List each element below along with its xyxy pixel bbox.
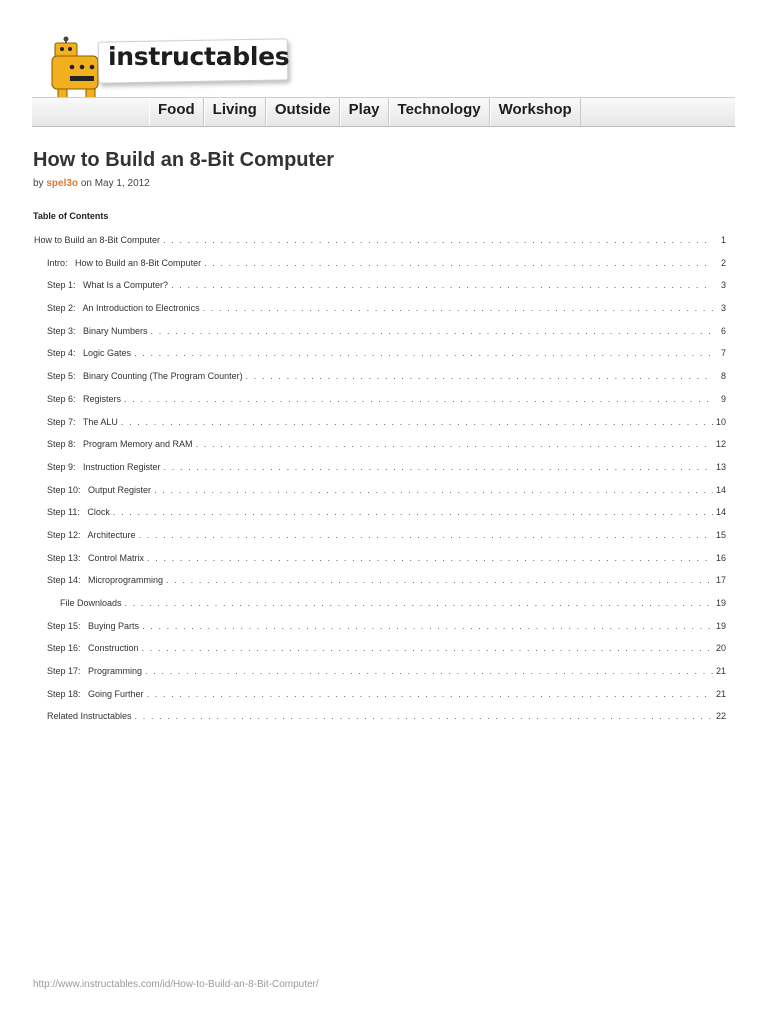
category-nav-list: [149, 98, 581, 126]
toc-entry-page: 21: [715, 688, 726, 699]
byline: [33, 178, 150, 189]
toc-entry[interactable]: [34, 439, 726, 462]
toc-entry-label: Step 4: Logic Gates: [47, 348, 132, 359]
toc-entry[interactable]: [34, 371, 726, 394]
toc-entry-page: 6: [720, 325, 726, 336]
toc-leader-dots: [134, 348, 713, 358]
toc-entry-page: 10: [715, 416, 726, 427]
toc-entry[interactable]: [34, 689, 726, 712]
toc-entry-page: 1: [720, 235, 726, 245]
nav-item-technology[interactable]: Technology: [389, 98, 490, 126]
toc-entry-label: Step 13: Control Matrix: [47, 552, 145, 563]
toc-leader-dots: [113, 507, 713, 517]
toc-entry-label: Step 8: Program Memory and RAM: [47, 439, 193, 450]
toc-leader-dots: [196, 439, 713, 449]
toc-entry-page: 3: [720, 303, 726, 314]
toc-leader-dots: [163, 235, 713, 245]
toc-leader-dots: [125, 598, 713, 608]
toc-entry[interactable]: [34, 553, 726, 576]
toc-entry[interactable]: [34, 462, 726, 485]
toc-entry-page: 15: [715, 529, 726, 540]
toc-entry-page: 2: [720, 257, 726, 268]
toc-entry-label: Step 16: Construction: [47, 643, 139, 654]
toc-entry-page: 17: [715, 575, 726, 586]
toc-entry[interactable]: [34, 235, 726, 258]
toc-entry-label: Step 11: Clock: [47, 507, 110, 518]
toc-entry[interactable]: [34, 280, 726, 303]
toc-entry[interactable]: [34, 575, 726, 598]
toc-entry-page: 3: [720, 280, 726, 291]
toc-entry-page: 12: [715, 439, 726, 450]
toc-entry[interactable]: [34, 530, 726, 553]
toc-leader-dots: [171, 280, 713, 290]
site-logo-text[interactable]: instructables: [108, 42, 290, 71]
toc-leader-dots: [246, 371, 713, 381]
footer-url[interactable]: http://www.instructables.com/id/How-to-Build-an-8-Bit-Computer/: [33, 979, 319, 990]
toc-entry-label: Step 1: What Is a Computer?: [47, 280, 169, 291]
toc-entry-page: 19: [715, 620, 726, 631]
toc-entry-page: 9: [720, 393, 726, 404]
toc-entry[interactable]: [34, 485, 726, 508]
toc-entry-page: 21: [715, 666, 726, 677]
toc-entry-label: Step 10: Output Register: [47, 484, 152, 495]
toc-leader-dots: [204, 258, 713, 268]
toc-entry-label: Step 12: Architecture: [47, 529, 136, 540]
toc-entry-label: Step 9: Instruction Register: [47, 461, 161, 472]
nav-item-play[interactable]: Play: [340, 98, 389, 126]
toc-leader-dots: [147, 689, 713, 699]
toc-entry-label: Step 5: Binary Counting (The Program Counter): [47, 371, 243, 382]
toc-entry-page: 14: [715, 507, 726, 518]
toc-entry[interactable]: [34, 348, 726, 371]
toc-entry-page: 16: [715, 552, 726, 563]
toc-entry[interactable]: [34, 417, 726, 440]
toc-leader-dots: [121, 417, 713, 427]
toc-leader-dots: [142, 621, 713, 631]
toc-entry-label: Step 3: Binary Numbers: [47, 325, 148, 336]
toc-leader-dots: [151, 326, 713, 336]
toc-entry[interactable]: [34, 326, 726, 349]
toc-leader-dots: [166, 575, 713, 585]
toc-entry-label: Step 2: An Introduction to Electronics: [47, 303, 200, 314]
toc-entry[interactable]: [34, 507, 726, 530]
toc-entry-page: 7: [720, 348, 726, 359]
toc-heading: Table of Contents: [33, 211, 109, 221]
nav-item-food[interactable]: Food: [149, 98, 204, 126]
toc-leader-dots: [135, 711, 713, 721]
toc-entry-label: File Downloads: [60, 598, 122, 608]
toc-leader-dots: [154, 485, 713, 495]
toc-entry-label: Step 7: The ALU: [47, 416, 118, 427]
toc-entry-label: Related Instructables: [47, 711, 132, 722]
toc-entry-label: Step 6: Registers: [47, 393, 122, 404]
toc-entry[interactable]: [34, 303, 726, 326]
toc-entry-label: Step 17: Programming: [47, 666, 143, 677]
category-nav-bar: [32, 97, 735, 127]
toc-entry[interactable]: [34, 666, 726, 689]
toc-entry-label: How to Build an 8-Bit Computer: [34, 235, 161, 245]
table-of-contents: [34, 235, 726, 734]
toc-entry[interactable]: [34, 394, 726, 417]
toc-leader-dots: [124, 394, 713, 404]
toc-entry-page: 20: [715, 643, 726, 654]
toc-entry-label: Step 18: Going Further: [47, 688, 144, 699]
toc-leader-dots: [142, 643, 713, 653]
toc-entry[interactable]: [34, 258, 726, 281]
toc-entry-page: 13: [715, 461, 726, 472]
nav-item-outside[interactable]: Outside: [266, 98, 340, 126]
toc-leader-dots: [147, 553, 713, 563]
toc-entry-label: Step 15: Buying Parts: [47, 620, 140, 631]
toc-entry[interactable]: [34, 598, 726, 621]
toc-entry-page: 19: [715, 598, 726, 608]
nav-item-workshop[interactable]: Workshop: [490, 98, 581, 126]
toc-entry-page: 14: [715, 484, 726, 495]
toc-entry-label: Step 14: Microprogramming: [47, 575, 164, 586]
nav-item-living[interactable]: Living: [204, 98, 266, 126]
toc-leader-dots: [164, 462, 713, 472]
toc-entry-label: Intro: How to Build an 8-Bit Computer: [47, 257, 202, 268]
toc-leader-dots: [203, 303, 713, 313]
byline-by: by: [33, 178, 44, 189]
toc-entry-page: 8: [720, 371, 726, 382]
toc-entry[interactable]: [34, 643, 726, 666]
toc-entry-page: 22: [715, 711, 726, 722]
toc-entry[interactable]: [34, 711, 726, 734]
toc-leader-dots: [139, 530, 713, 540]
author-link[interactable]: spel3o: [46, 178, 79, 189]
toc-leader-dots: [145, 666, 713, 676]
page-title: How to Build an 8-Bit Computer: [33, 149, 335, 171]
toc-entry[interactable]: [34, 621, 726, 644]
publish-date: on May 1, 2012: [80, 178, 150, 189]
